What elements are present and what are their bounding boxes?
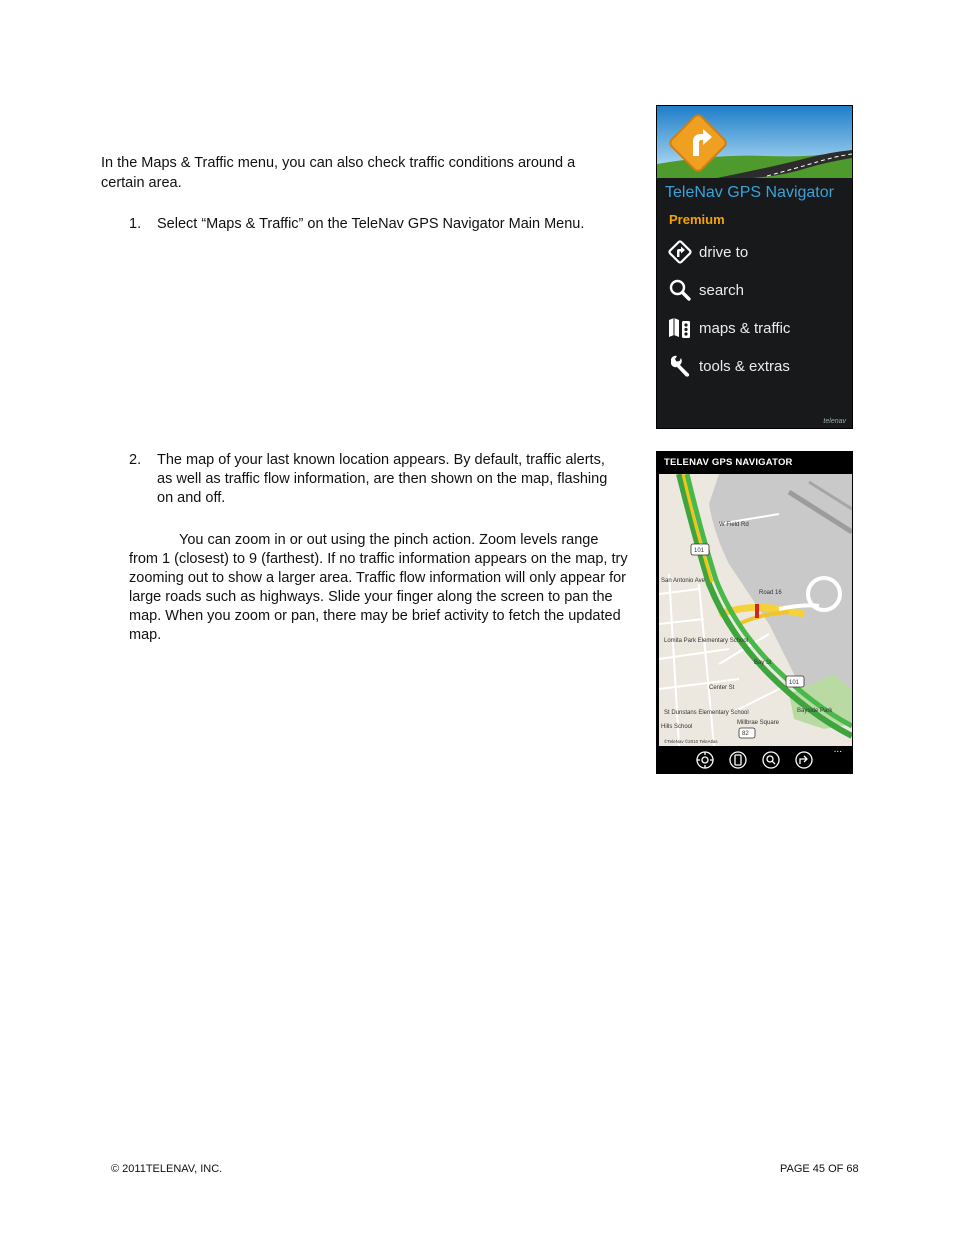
menu-item-drive-to[interactable] [667, 238, 837, 266]
traffic-map-screenshot [656, 451, 853, 774]
menu-item-search[interactable] [667, 276, 837, 304]
street-label: San Antonio Ave [661, 578, 705, 584]
step-text: Select “Maps & Traffic” on the TeleNav GPS Navigator Main Menu. [157, 216, 585, 232]
map-view[interactable] [659, 474, 852, 746]
menu-item-label: tools & extras [699, 357, 790, 375]
map-toolbar [657, 746, 852, 773]
menu-item-maps-traffic[interactable] [667, 314, 837, 342]
route-shield-82: 82 [742, 731, 749, 737]
wrench-icon [667, 353, 693, 379]
footer-copyright: © 2011TELENAV, INC. [111, 1163, 223, 1175]
menu-item-tools-extras[interactable] [667, 352, 837, 380]
street-label: W Field Rd [719, 522, 749, 528]
intro-paragraph: In the Maps & Traffic menu, you can also check traffic conditions around a certain area. [101, 155, 576, 191]
place-label: St Dunstans Elementary School [664, 710, 749, 716]
main-menu-screenshot [656, 105, 853, 429]
map-icon [667, 315, 693, 341]
search-icon [667, 277, 693, 303]
street-label: Bay St [754, 660, 772, 666]
road-banner-image [657, 106, 852, 178]
footer-page-number: PAGE 45 OF 68 [780, 1163, 859, 1175]
street-label: Center St [709, 685, 735, 691]
step-number: 1. [129, 216, 142, 232]
place-label: Bayside Park [797, 708, 833, 714]
step-number: 2. [129, 452, 142, 468]
map-copyright: ©TeleNav ©2010 TeleAtlas [664, 739, 718, 744]
note-paragraph: You can zoom in or out using the pinch action. Zoom levels range from 1 (closest) to 9 (farthest). If no traffic information appears on the map, try zooming out to show a larger area. Traffic flow information will only appear for large roads such as highways. Slide your finger along the screen to pan the map. When you zoom or pan, there may be brief activity to fetch the updated map. [129, 532, 628, 643]
menu-item-label: maps & traffic [699, 319, 791, 337]
step-text: The map of your last known location appears. By default, traffic alerts, as well as traffic flow information, are then shown on the map, flashing on and off. [157, 452, 608, 506]
highway-shield-101: 101 [694, 548, 705, 554]
more-menu-button[interactable]: ... [833, 744, 842, 755]
place-label: Millbrae Square [737, 720, 780, 726]
brand-logo: telenav [823, 418, 846, 425]
place-label: Hills School [661, 724, 693, 730]
menu-item-label: drive to [699, 243, 749, 261]
street-label: Road 16 [759, 590, 782, 596]
app-title: TELENAV GPS NAVIGATOR [664, 457, 793, 468]
menu-item-label: search [699, 281, 745, 299]
place-label: Lomita Park Elementary School [664, 638, 749, 644]
edition-label: Premium [669, 212, 725, 227]
drive-to-icon [667, 239, 693, 265]
app-title: TeleNav GPS Navigator [665, 184, 834, 201]
highway-shield-101: 101 [789, 680, 800, 686]
